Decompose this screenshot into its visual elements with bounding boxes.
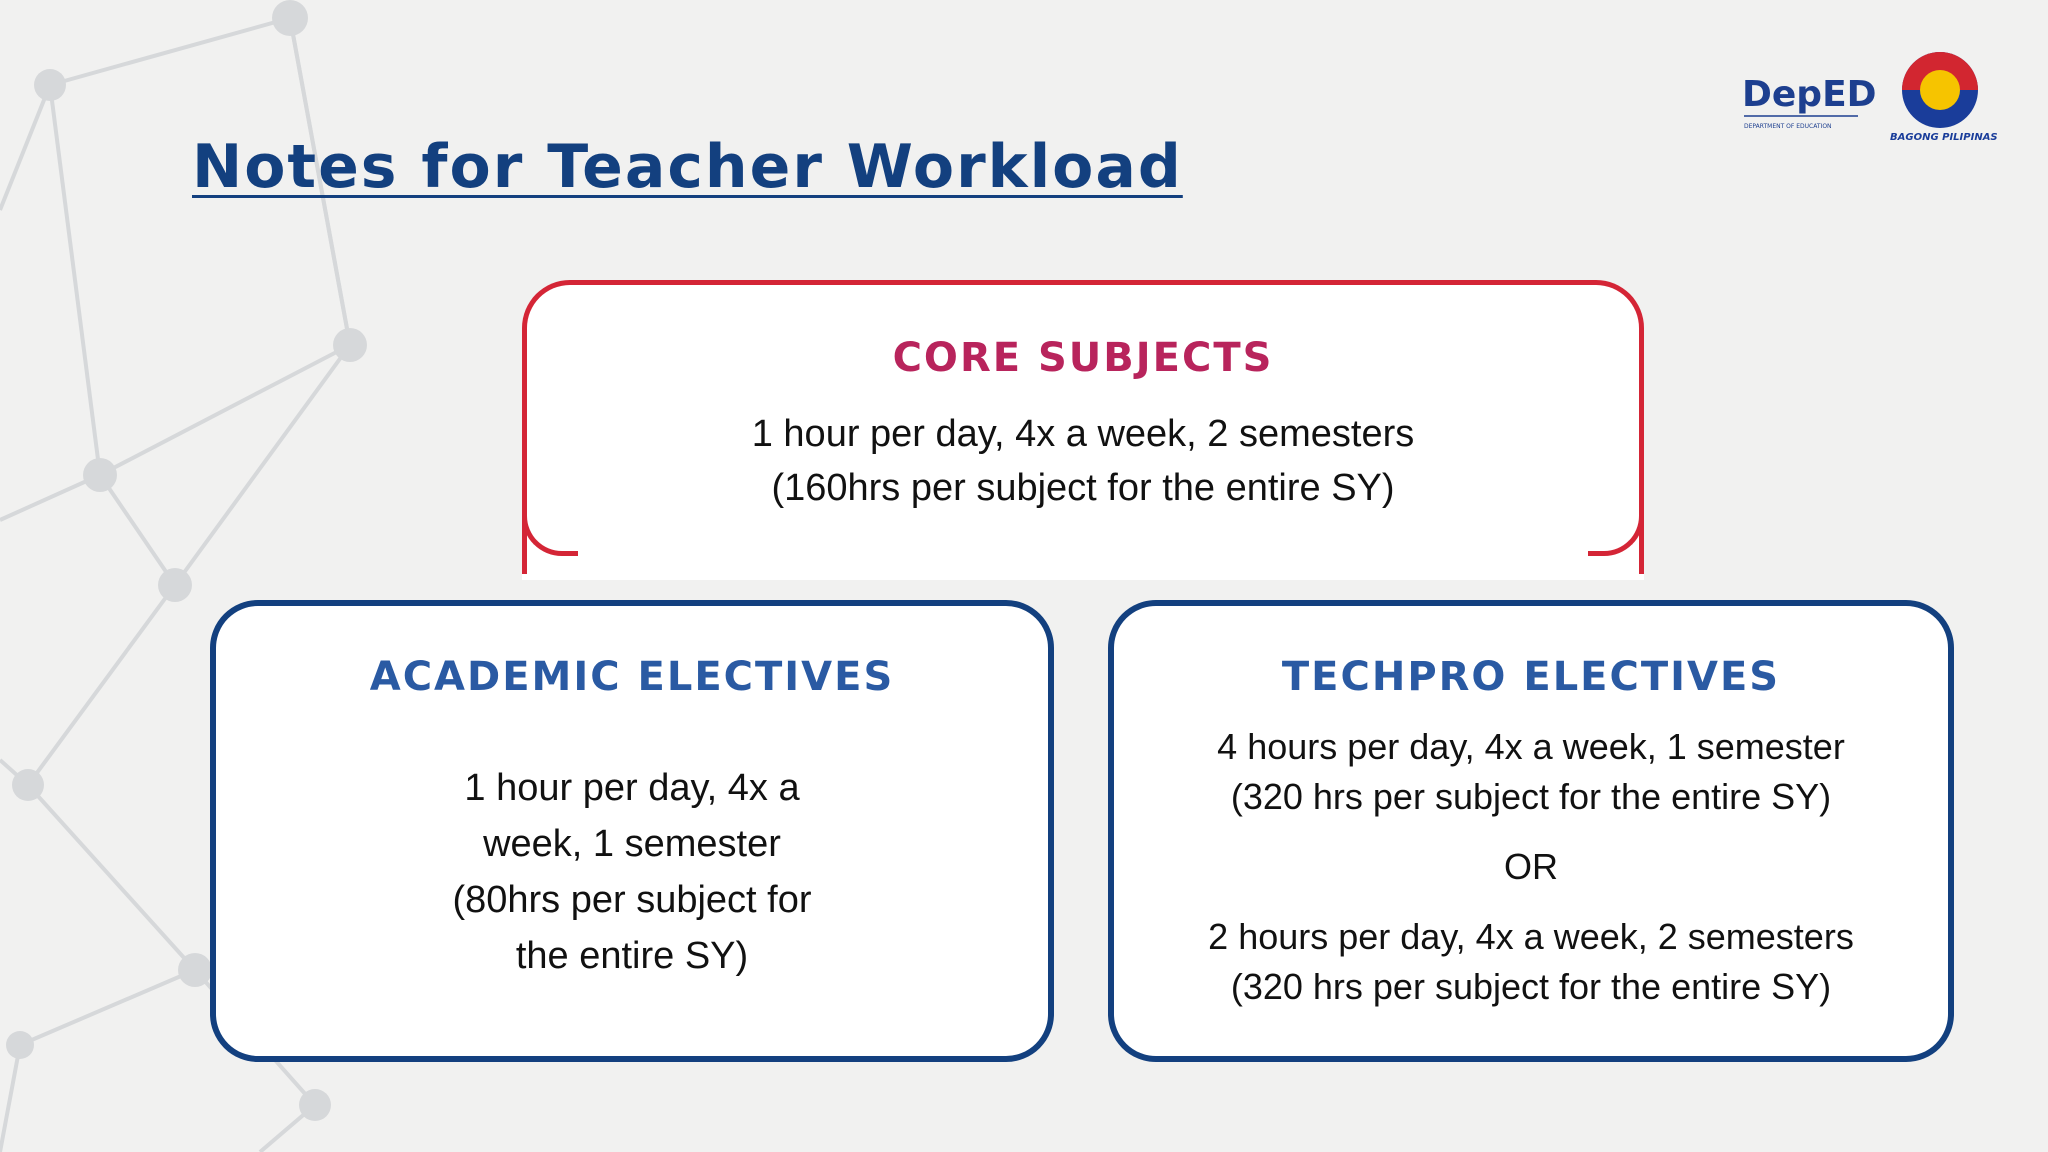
techpro-option-2-line-2: (320 hrs per subject for the entire SY)	[1230, 966, 1832, 1007]
academic-line-4: the entire SY)	[515, 935, 749, 977]
techpro-option-1-line-2: (320 hrs per subject for the entire SY)	[1230, 776, 1832, 817]
techpro-electives-card	[1108, 600, 1954, 1062]
svg-text:BAGONG PILIPINAS: BAGONG PILIPINAS	[1890, 132, 1998, 143]
svg-text:DEPARTMENT OF EDUCATION: DEPARTMENT OF EDUCATION	[1744, 123, 1832, 130]
core-line-1: 1 hour per day, 4x a week, 2 semesters	[751, 413, 1415, 455]
core-line-2: (160hrs per subject for the entire SY)	[771, 467, 1395, 509]
techpro-option-2-line-1: 2 hours per day, 4x a week, 2 semesters	[1208, 916, 1854, 957]
academic-electives-title: ACADEMIC ELECTIVES	[369, 654, 895, 700]
techpro-option-1	[1114, 722, 1948, 822]
bagong-pilipinas-logo	[1890, 52, 1998, 143]
academic-line-1: 1 hour per day, 4x a	[464, 767, 800, 809]
techpro-option-2	[1114, 912, 1948, 1012]
techpro-electives-title: TECHPRO ELECTIVES	[1281, 654, 1781, 700]
academic-electives-card	[210, 600, 1054, 1062]
slide-title: Notes for Teacher Workload	[192, 132, 1183, 202]
techpro-or-separator: OR	[1504, 846, 1558, 887]
core-subjects-title: CORE SUBJECTS	[892, 335, 1274, 381]
techpro-option-1-line-1: 4 hours per day, 4x a week, 1 semester	[1217, 726, 1845, 767]
logo-group	[1740, 44, 2000, 144]
core-subjects-card	[522, 280, 1644, 580]
academic-electives-schedule	[216, 760, 1048, 984]
deped-logo	[1742, 74, 1877, 130]
academic-line-3: (80hrs per subject for	[452, 879, 812, 921]
core-subjects-schedule	[527, 407, 1639, 515]
svg-text:DepED: DepED	[1742, 74, 1877, 115]
academic-line-2: week, 1 semester	[483, 823, 781, 865]
